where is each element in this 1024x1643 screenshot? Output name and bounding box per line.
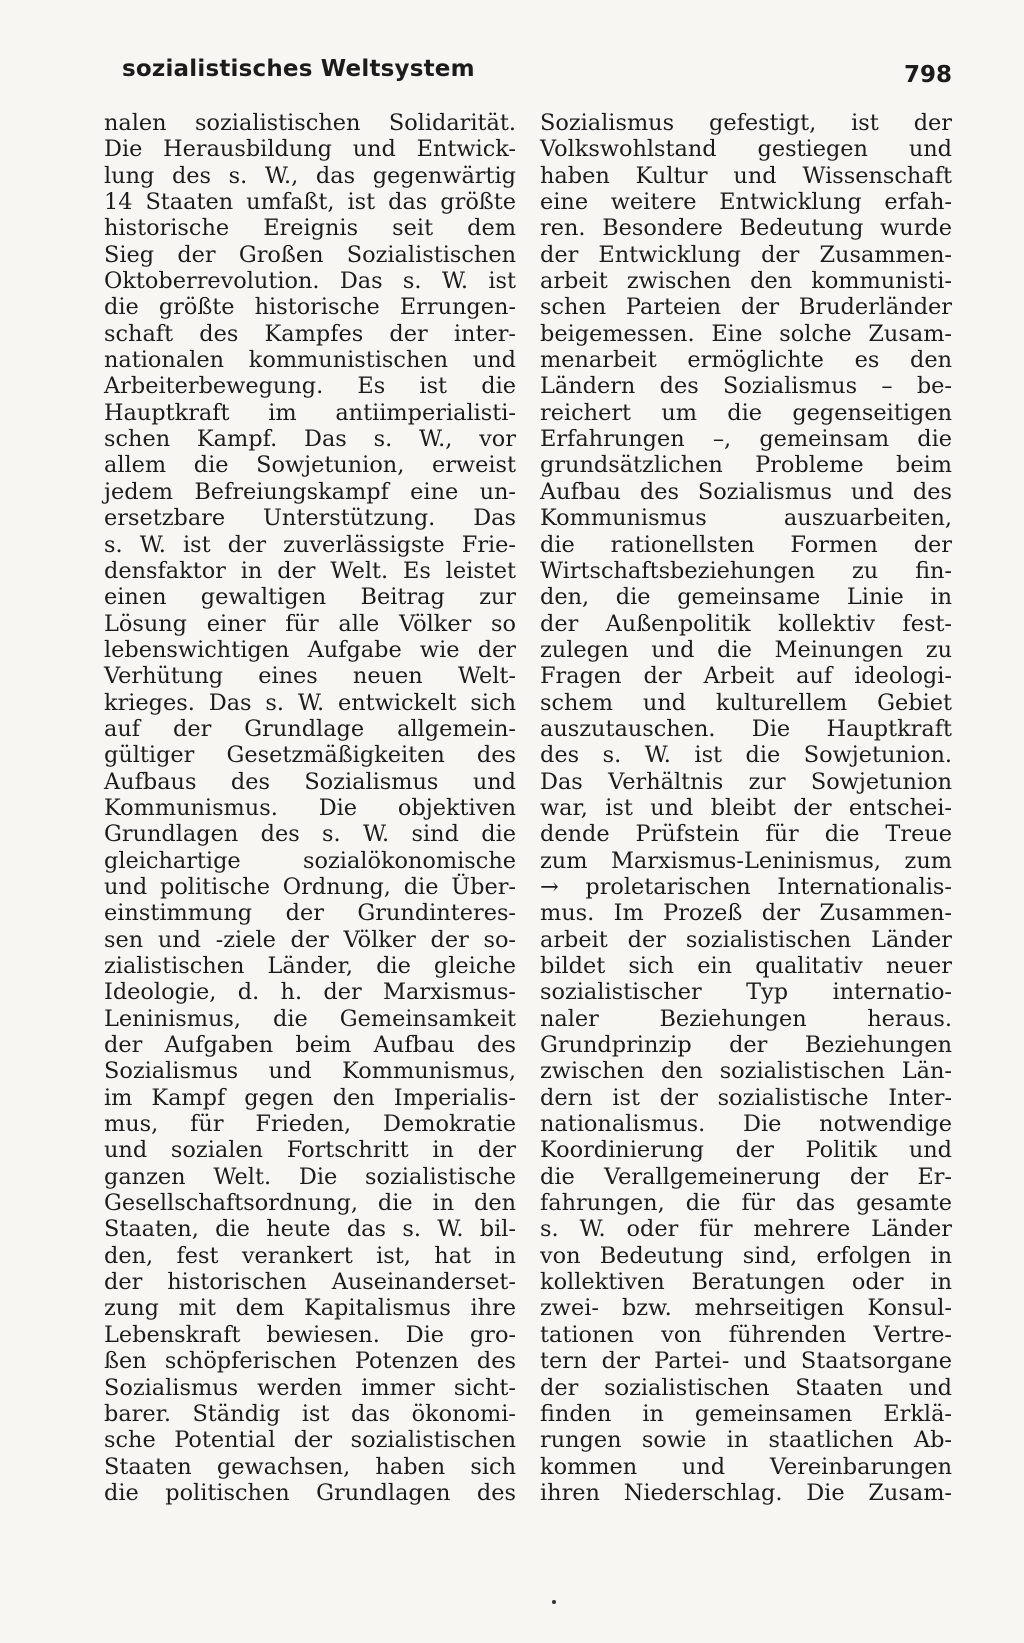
- left-text-column: [104, 110, 516, 1506]
- text-line: nationalen kommunistischen und: [104, 347, 516, 374]
- text-line: ihren Niederschlag. Die Zusam-: [540, 1479, 952, 1506]
- text-line: zwei- bzw. mehrseitigen Konsul-: [540, 1295, 952, 1322]
- text-line: menarbeit ermöglichte es den: [540, 347, 952, 374]
- text-line: und sozialen Fortschritt in der: [104, 1137, 516, 1164]
- text-line: von Bedeutung sind, erfolgen in: [540, 1242, 952, 1269]
- running-head-title: sozialistisches Weltsystem: [122, 56, 475, 82]
- text-line: finden in gemeinsamen Erklä-: [540, 1400, 952, 1427]
- text-line: die größte historische Errungen-: [104, 294, 516, 321]
- text-line: Staaten gewachsen, haben sich: [104, 1453, 516, 1480]
- text-line: schaft des Kampfes der inter-: [104, 320, 516, 347]
- text-line: arbeit der sozialistischen Länder: [540, 926, 952, 953]
- text-line: grundsätzlichen Probleme beim: [540, 452, 952, 479]
- text-line: tern der Partei- und Staatsorgane: [540, 1348, 952, 1375]
- text-line: ßen schöpferischen Potenzen des: [104, 1348, 516, 1375]
- right-text-column: [540, 110, 952, 1506]
- text-line: → proletarischen Internationalis-: [540, 873, 952, 900]
- text-line: Aufbau des Sozialismus und des: [540, 478, 952, 505]
- text-line: war, ist und bleibt der entschei-: [540, 794, 952, 821]
- text-line: fahrungen, die für das gesamte: [540, 1190, 952, 1217]
- text-line: der Außenpolitik kollektiv fest-: [540, 610, 952, 637]
- text-line: den, die gemeinsame Linie in: [540, 584, 952, 611]
- text-line: auf der Grundlage allgemein-: [104, 715, 516, 742]
- text-line: Oktoberrevolution. Das s. W. ist: [104, 268, 516, 295]
- text-line: naler Beziehungen heraus.: [540, 1005, 952, 1032]
- text-line: im Kampf gegen den Imperialis-: [104, 1084, 516, 1111]
- text-line: rungen sowie in staatlichen Ab-: [540, 1427, 952, 1454]
- text-line: Verhütung eines neuen Welt-: [104, 663, 516, 690]
- text-line: Sozialismus gefestigt, ist der: [540, 110, 952, 136]
- text-line: nalen sozialistischen Solidarität.: [104, 110, 516, 136]
- text-line: dende Prüfstein für die Treue: [540, 821, 952, 848]
- text-line: bildet sich ein qualitativ neuer: [540, 953, 952, 979]
- text-line: Die Herausbildung und Entwick-: [104, 136, 516, 163]
- text-line: Ländern des Sozialismus – be-: [540, 373, 952, 400]
- text-line: ersetzbare Unterstützung. Das: [104, 505, 516, 532]
- text-line: kommen und Vereinbarungen: [540, 1453, 952, 1480]
- page-number: 798: [903, 62, 952, 88]
- text-line: Fragen der Arbeit auf ideologi-: [540, 663, 952, 690]
- text-line: haben Kultur und Wissenschaft: [540, 162, 952, 189]
- text-line: Aufbaus des Sozialismus und: [104, 768, 516, 795]
- text-line: ganzen Welt. Die sozialistische: [104, 1163, 516, 1190]
- text-line: barer. Ständig ist das ökonomi-: [104, 1400, 516, 1427]
- text-line: Gesellschaftsordnung, die in den: [104, 1190, 516, 1217]
- text-line: Staaten, die heute das s. W. bil-: [104, 1216, 516, 1243]
- text-line: des s. W. ist die Sowjetunion.: [540, 742, 952, 769]
- text-line: jedem Befreiungskampf eine un-: [104, 478, 516, 505]
- text-line: krieges. Das s. W. entwickelt sich: [104, 689, 516, 716]
- text-line: Sozialismus werden immer sicht-: [104, 1374, 516, 1401]
- text-line: sche Potential der sozialistischen: [104, 1427, 516, 1454]
- page-mark-dot: [552, 1600, 556, 1604]
- text-line: Grundprinzip der Beziehungen: [540, 1032, 952, 1059]
- text-line: auszutauschen. Die Hauptkraft: [540, 715, 952, 742]
- text-line: Leninismus, die Gemeinsamkeit: [104, 1005, 516, 1032]
- text-line: einstimmung der Grundinteres-: [104, 900, 516, 927]
- text-line: Koordinierung der Politik und: [540, 1137, 952, 1164]
- text-line: Arbeiterbewegung. Es ist die: [104, 373, 516, 400]
- text-line: Das Verhältnis zur Sowjetunion: [540, 768, 952, 795]
- text-line: Sozialismus und Kommunismus,: [104, 1058, 516, 1085]
- text-line: der sozialistischen Staaten und: [540, 1374, 952, 1401]
- text-line: zung mit dem Kapitalismus ihre: [104, 1295, 516, 1322]
- text-line: zulegen und die Meinungen zu: [540, 636, 952, 663]
- text-line: den, fest verankert ist, hat in: [104, 1242, 516, 1269]
- text-line: lebenswichtigen Aufgabe wie der: [104, 636, 516, 663]
- text-line: s. W. ist der zuverlässigste Frie-: [104, 531, 516, 558]
- text-line: der historischen Auseinanderset-: [104, 1269, 516, 1296]
- text-line: Lösung einer für alle Völker so: [104, 610, 516, 637]
- text-line: zum Marxismus-Leninismus, zum: [540, 847, 952, 874]
- text-line: schem und kulturellem Gebiet: [540, 689, 952, 716]
- text-line: Wirtschaftsbeziehungen zu fin-: [540, 557, 952, 584]
- text-line: der Entwicklung der Zusammen-: [540, 241, 952, 268]
- text-line: die politischen Grundlagen des: [104, 1479, 516, 1506]
- text-line: Grundlagen des s. W. sind die: [104, 821, 516, 848]
- text-line: beigemessen. Eine solche Zusam-: [540, 320, 952, 347]
- text-line: historische Ereignis seit dem: [104, 215, 516, 242]
- text-line: Hauptkraft im antiimperialisti-: [104, 399, 516, 426]
- text-line: schen Kampf. Das s. W., vor: [104, 426, 516, 453]
- text-line: nationalismus. Die notwendige: [540, 1111, 952, 1138]
- text-line: reichert um die gegenseitigen: [540, 399, 952, 426]
- text-line: kollektiven Beratungen oder in: [540, 1269, 952, 1296]
- text-line: Ideologie, d. h. der Marxismus-: [104, 979, 516, 1006]
- text-line: s. W. oder für mehrere Länder: [540, 1216, 952, 1243]
- text-line: allem die Sowjetunion, erweist: [104, 452, 516, 479]
- text-line: 14 Staaten umfaßt, ist das größte: [104, 189, 516, 216]
- text-line: und politische Ordnung, die Über-: [104, 873, 516, 900]
- text-line: dern ist der sozialistische Inter-: [540, 1084, 952, 1111]
- text-line: mus, für Frieden, Demokratie: [104, 1111, 516, 1138]
- text-line: mus. Im Prozeß der Zusammen-: [540, 900, 952, 927]
- text-line: Volkswohlstand gestiegen und: [540, 136, 952, 163]
- text-line: sen und -ziele der Völker der so-: [104, 926, 516, 953]
- text-line: gültiger Gesetzmäßigkeiten des: [104, 742, 516, 769]
- text-line: eine weitere Entwicklung erfah-: [540, 189, 952, 216]
- text-line: der Aufgaben beim Aufbau des: [104, 1032, 516, 1059]
- text-line: densfaktor in der Welt. Es leistet: [104, 557, 516, 584]
- text-line: zialistischen Länder, die gleiche: [104, 953, 516, 979]
- text-line: Lebenskraft bewiesen. Die gro-: [104, 1321, 516, 1348]
- text-line: zwischen den sozialistischen Län-: [540, 1058, 952, 1085]
- text-line: sozialistischer Typ internatio-: [540, 979, 952, 1006]
- text-line: schen Parteien der Bruderländer: [540, 294, 952, 321]
- text-line: ren. Besondere Bedeutung wurde: [540, 215, 952, 242]
- text-line: Sieg der Großen Sozialistischen: [104, 241, 516, 268]
- text-line: gleichartige sozialökonomische: [104, 847, 516, 874]
- text-line: die Verallgemeinerung der Er-: [540, 1163, 952, 1190]
- text-line: lung des s. W., das gegenwärtig: [104, 162, 516, 189]
- text-line: tationen von führenden Vertre-: [540, 1321, 952, 1348]
- text-line: Erfahrungen –, gemeinsam die: [540, 426, 952, 453]
- text-line: Kommunismus auszuarbeiten,: [540, 505, 952, 532]
- text-line: arbeit zwischen den kommunisti-: [540, 268, 952, 295]
- text-line: Kommunismus. Die objektiven: [104, 794, 516, 821]
- text-line: die rationellsten Formen der: [540, 531, 952, 558]
- text-line: einen gewaltigen Beitrag zur: [104, 584, 516, 611]
